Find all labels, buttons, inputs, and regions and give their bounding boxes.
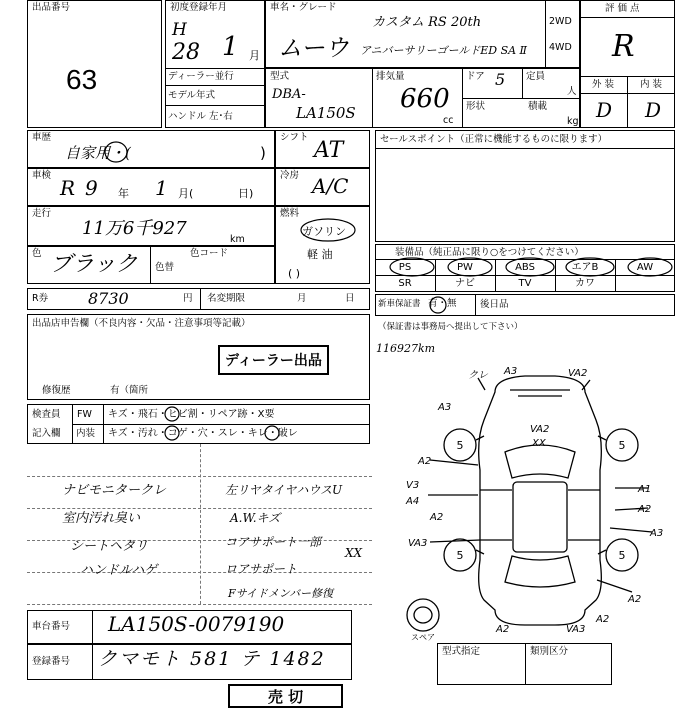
equip-sr: SR: [398, 278, 412, 289]
history-circle-mark: [103, 139, 129, 165]
sold-stamp: 売 切: [228, 684, 343, 708]
extra-items-label: 後日品: [480, 299, 509, 310]
handle-label: ハンドル 左･右: [168, 111, 233, 122]
interior-circle-mark-2: [262, 423, 282, 443]
mileage-value: 11万6千927: [82, 218, 187, 239]
model-prefix: DBA-: [272, 87, 306, 102]
inspection-label: 車検: [32, 170, 52, 181]
note-left-3: シートヘタリ: [70, 539, 149, 554]
mileage-unit: km: [230, 234, 245, 245]
inspection-day-unit: 日): [238, 187, 254, 200]
diag-label-11: VA3: [408, 538, 428, 549]
recycle-label: R券: [32, 293, 49, 304]
lot-number: 63: [66, 64, 98, 95]
diag-label-3: VA2: [568, 368, 588, 379]
inspection-month: 1: [155, 176, 168, 200]
diag-label-13: A2: [638, 504, 652, 515]
reg-era: H: [172, 20, 187, 40]
fuel-label: 燃料: [280, 208, 300, 219]
spare-tire: [407, 599, 439, 631]
warranty-note: （保証書は事務局へ提出して下さい）: [378, 322, 523, 332]
name-change-month: 月: [297, 293, 307, 304]
model-year-label: モデル年式: [168, 90, 216, 101]
equip-leather: カワ: [575, 278, 595, 289]
tire-depth-rl: 5: [456, 549, 464, 562]
recycle-value: 8730: [88, 289, 129, 308]
history-value: 自家用・(: [65, 144, 131, 162]
equip-tv: TV: [518, 278, 532, 289]
model-code: LA150S: [296, 104, 356, 122]
diag-label-4: A3: [438, 402, 452, 413]
name-change-label: 名変期限: [207, 293, 246, 304]
fw-label: FW: [77, 409, 92, 420]
mileage-label: 走行: [32, 208, 52, 219]
repair-value: 有（箇所: [110, 385, 149, 396]
warranty-label: 新車保証書: [378, 299, 421, 309]
capacity-unit: 人: [567, 86, 577, 97]
engine-label: 排気量: [376, 71, 405, 82]
spare-label: スペア: [411, 633, 435, 642]
diag-label-12: A1: [638, 484, 652, 495]
exterior-grade: D: [596, 98, 613, 122]
sales-point-label: セールスポイント（正常に機能するものに限ります）: [380, 134, 608, 145]
diag-label-8: V3: [406, 480, 420, 491]
note-right-1: 左リヤタイヤハウスU: [225, 483, 343, 497]
car-diagram: [400, 360, 680, 645]
ac-value: A/C: [312, 174, 349, 198]
note-left-1: ナビモニタークレ: [62, 483, 167, 498]
recycle-box: [27, 288, 370, 310]
equip-navi: ナビ: [455, 278, 475, 289]
plate-label: 登録番号: [32, 656, 71, 667]
fuel-paren: ( ): [288, 267, 301, 280]
plate-value: クマモト 581 テ 1482: [98, 648, 326, 670]
grade-label: 評 価 点: [605, 3, 640, 14]
capacity-label: 定員: [526, 71, 546, 82]
diag-label-6: XX: [532, 438, 546, 449]
warranty-circle-mark: [427, 295, 449, 315]
engine-value: 660: [400, 84, 450, 114]
recycle-unit: 円: [183, 293, 193, 304]
tire-depth-fr: 5: [618, 439, 626, 452]
equip-pw: PW: [457, 262, 473, 273]
reg-month: 1: [222, 32, 239, 62]
color-change-label: 色替: [155, 262, 175, 273]
grade-score: R: [612, 29, 635, 64]
class-label: 類別区分: [530, 646, 569, 657]
shift-label: シフト: [280, 132, 309, 143]
interior-grade: D: [645, 98, 662, 122]
inspection-month-unit: 月(: [178, 187, 194, 200]
designation-label: 型式指定: [442, 646, 481, 657]
car-roof: [513, 482, 567, 552]
repair-label: 修復歴: [42, 385, 71, 396]
history-close: ): [260, 144, 266, 162]
fw-circle-mark: [162, 404, 182, 424]
load-label: 積載: [528, 101, 548, 112]
note-right-4: ロアサポート: [225, 562, 298, 576]
note-right-5: Fサイドメンバー修復: [228, 587, 333, 600]
chassis-value: LA150S-0079190: [108, 612, 285, 636]
car-name: ムーウ: [278, 34, 349, 62]
car-rear-window: [505, 556, 575, 587]
declaration-label: 出品店申告欄（不良内容・欠品・注意事項等記載）: [32, 318, 251, 329]
note-left-2: 室内汚れ臭い: [62, 511, 141, 526]
inspection-era: R: [60, 176, 76, 200]
diag-label-1: クレ: [468, 370, 488, 381]
diag-label-16: A2: [496, 624, 510, 635]
equipment-circle-marks: [375, 256, 675, 278]
fuel-gas: ガソリン: [302, 225, 346, 238]
reg-year: 28: [172, 40, 200, 65]
drive-2wd: 2WD: [549, 16, 572, 27]
fw-items: キズ・飛石・ヒビ割・リペア跡・X要: [108, 409, 275, 420]
diag-label-18: A2: [596, 614, 610, 625]
doors-value: 5: [495, 70, 506, 89]
interior-circle-mark-1: [162, 423, 182, 443]
diag-label-10: A2: [430, 512, 444, 523]
diag-label-14: A3: [650, 528, 664, 539]
fuel-diesel: 軽 油: [307, 248, 333, 261]
diag-label-7: A2: [418, 456, 432, 467]
dealer-label: ディーラー並行: [168, 71, 234, 82]
chassis-label: 車台番号: [32, 621, 71, 632]
mileage-note: 116927km: [376, 342, 436, 355]
inspection-year-unit: 年: [118, 187, 129, 200]
load-unit: kg: [567, 116, 579, 127]
inspector-label: 検査員: [32, 409, 61, 420]
equip-ps: PS: [398, 262, 412, 273]
color-code-label: 色コード: [190, 248, 229, 259]
interior-label: 内 装: [640, 79, 663, 90]
diag-label-9: A4: [406, 496, 420, 507]
note-left-4: ハンドルハゲ: [80, 563, 158, 578]
entry-label: 記入欄: [32, 428, 61, 439]
equip-abs: ABS: [515, 262, 535, 273]
drive-4wd: 4WD: [549, 42, 572, 53]
inspection-year: 9: [85, 176, 98, 200]
interior-items: キズ・汚れ・コゲ・穴・スレ・キレ・破レ: [108, 428, 298, 439]
model-label: 型式: [270, 71, 290, 82]
note-xx: XX: [345, 546, 363, 560]
reg-month-unit: 月: [249, 49, 260, 62]
ac-label: 冷房: [280, 170, 300, 181]
engine-unit: cc: [443, 115, 454, 126]
diag-label-5: VA2: [530, 424, 550, 435]
tire-depth-fl: 5: [456, 439, 464, 452]
color-value: ブラック: [50, 252, 138, 277]
sales-point-box: [375, 130, 675, 242]
fuel-circle-mark: [298, 216, 358, 244]
warranty-value: 有・無: [428, 298, 457, 309]
car-grade1: カスタム RS 20th: [372, 15, 482, 30]
equip-airbag: エアB: [571, 262, 599, 273]
diag-label-17: VA3: [566, 624, 586, 635]
note-right-3: コアサポート一部: [225, 535, 322, 549]
reg-label: 初度登録年月: [170, 2, 228, 13]
history-label: 車歴: [32, 132, 52, 143]
diag-label-2: A3: [504, 366, 518, 377]
interior-check-label: 内装: [76, 428, 96, 439]
dealer-stamp: ディーラー出品: [218, 345, 329, 375]
exterior-label: 外 装: [592, 79, 615, 90]
tire-depth-rr: 5: [618, 549, 626, 562]
note-right-2: A.W.キズ: [230, 511, 281, 525]
car-windshield: [505, 445, 575, 478]
doors-label: ドア: [466, 71, 485, 82]
equip-aw: AW: [636, 262, 654, 273]
shape-label: 形状: [466, 101, 486, 112]
color-label: 色: [32, 248, 42, 259]
lot-label: 出品番号: [32, 2, 71, 13]
car-name-label: 車名・グレード: [270, 2, 337, 13]
car-grade2: アニバーサリーゴールドED SA Ⅱ: [360, 44, 528, 57]
equipment-label: 装備品（純正品に限り○をつけてください）: [395, 247, 584, 258]
shift-value: AT: [314, 138, 344, 163]
diag-label-15: A2: [628, 594, 642, 605]
name-change-day: 日: [345, 293, 355, 304]
